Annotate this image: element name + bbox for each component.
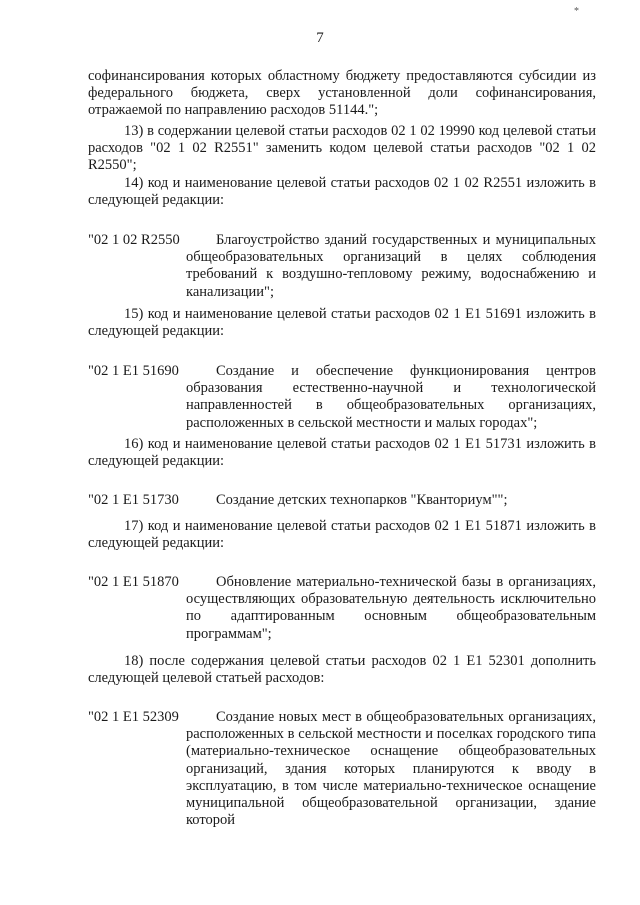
entry-description: Обновление материально-технической базы в организациях, осуществляющих образовательную деятельность исключительно по адаптированным основным общеобразовательным программам"; — [186, 574, 596, 642]
entry-code: "02 1 E1 51690 — [88, 363, 179, 379]
entry-code: "02 1 E1 52309 — [88, 709, 179, 725]
entry-code: "02 1 E1 51730 — [88, 492, 179, 508]
scan-mark: * — [574, 6, 579, 17]
page-number: 7 — [316, 30, 324, 46]
entry-description: Создание детских технопарков "Кванториум""; — [216, 492, 508, 508]
entry-description: Создание и обеспечение функционирования центров образования естественно-научной и технологической направленностей в общеобразовательных организациях, расположенных в сельской местности и малых городах"; — [186, 363, 596, 431]
paragraph-14: 14) код и наименование целевой статьи расходов 02 1 02 R2551 изложить в следующей редакции: — [88, 175, 596, 208]
paragraph-18: 18) после содержания целевой статьи расходов 02 1 E1 52301 дополнить следующей целевой статьей расходов: — [88, 653, 596, 686]
entry-description: Благоустройство зданий государственных и муниципальных общеобразовательных организаций в целях соблюдения требований к воздушно-тепловому режиму, водоснабжению и канализации"; — [186, 232, 596, 300]
paragraph-16: 16) код и наименование целевой статьи расходов 02 1 E1 51731 изложить в следующей редакции: — [88, 436, 596, 469]
paragraph-13: 13) в содержании целевой статьи расходов 02 1 02 19990 код целевой статьи расходов "02 1 02 R2551" заменить кодом целевой статьи расходов "02 1 02 R2550"; — [88, 123, 596, 173]
paragraph-15: 15) код и наименование целевой статьи расходов 02 1 E1 51691 изложить в следующей редакции: — [88, 306, 596, 339]
paragraph-intro: софинансирования которых областному бюджету предоставляются субсидии из федерального бюджета, сверх установленной доли софинансирования, отражаемой по направлению расходов 51144."; — [88, 68, 596, 118]
entry-code: "02 1 E1 51870 — [88, 574, 179, 590]
entry-code: "02 1 02 R2550 — [88, 232, 180, 248]
entry-description: Создание новых мест в общеобразовательных организациях, расположенных в сельской местности и поселках городского типа (материально-техническое оснащение общеобразовательных организаций, здания которых планируются к вводу в эксплуатацию, в том числе материально-техническое оснащение муниципальной общеобразовательной организации, здание которой — [186, 709, 596, 829]
paragraph-17: 17) код и наименование целевой статьи расходов 02 1 E1 51871 изложить в следующей редакции: — [88, 518, 596, 551]
